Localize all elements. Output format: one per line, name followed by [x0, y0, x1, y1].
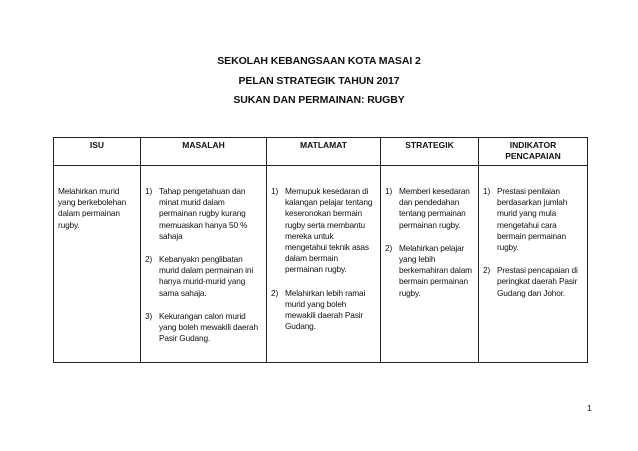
list-item: 2) Melahirkan pelajar yang lebih berkemahiran dalam bermain permainan rugby. — [385, 242, 472, 298]
table-header-row — [54, 138, 588, 166]
header-isu: ISU — [54, 138, 141, 166]
page-number: 1 — [587, 403, 592, 413]
document-title-block — [0, 52, 638, 111]
list-item: 3) Kekurangan calon murid yang boleh mewakili daerah Pasir Gudang. — [145, 310, 258, 344]
school-name-heading: SEKOLAH KEBANGSAAN KOTA MASAI 2 — [217, 55, 421, 67]
header-masalah: MASALAH — [141, 138, 267, 166]
matlamat-cell — [267, 166, 381, 363]
list-item: 2) Prestasi pencapaian di peringkat daerah Pasir Gudang dan Johor. — [483, 265, 578, 298]
plan-title-heading: PELAN STRATEGIK TAHUN 2017 — [238, 74, 400, 87]
strategik-cell — [381, 166, 479, 363]
list-item: 2) Kebanyakn penglibatan murid dalam permainan ini hanya murid-murid yang sama sahaja. — [145, 254, 254, 298]
list-item: 1) Tahap pengetahuan dan minat murid dalam permainan rugby kurang memuaskan hanya 50 % sahaja — [145, 186, 248, 241]
list-item: 1) Prestasi penilaian berdasarkan jumlah murid yang mula mengetahui cara bermain permainan rugby. — [483, 186, 568, 253]
header-strategik: STRATEGIK — [381, 138, 479, 166]
indikator-cell — [479, 166, 588, 363]
list-item: 1) Memberi kesedaran dan pendedahan tentang permainan permainan rugby. — [385, 186, 470, 230]
strategic-plan-table — [53, 137, 588, 363]
isu-text: Melahirkan murid yang berkebolehan dalam permainan rugby. — [58, 186, 127, 230]
header-matlamat: MATLAMAT — [267, 138, 381, 166]
isu-cell — [54, 166, 141, 363]
table-row — [54, 166, 588, 363]
sport-heading: SUKAN DAN PERMAINAN: RUGBY — [233, 94, 405, 106]
header-indikator-pencapaian: INDIKATOR PENCAPAIAN — [479, 138, 588, 166]
masalah-cell — [141, 166, 267, 363]
list-item: 1) Memupuk kesedaran di kalangan pelajar tentang keseronokan bermain rugby serta membantu mereka untuk mengetahui teknik asas dalam bermain permainan rugby. — [271, 186, 373, 275]
list-item: 2) Melahirkan lebih ramai murid yang boleh mewakili daerah Pasir Gudang. — [271, 287, 366, 332]
